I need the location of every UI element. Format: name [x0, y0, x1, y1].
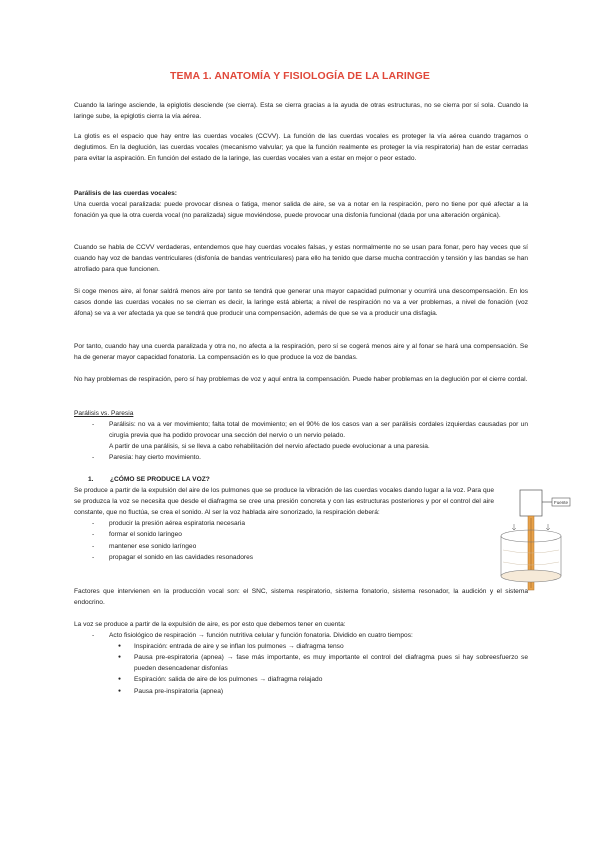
section-expulsion-aire: [74, 619, 528, 697]
resp-item: producir la presión aérea espiratoria necesaria: [109, 520, 245, 528]
paragraph-cuerda-paralizada: Una cuerda vocal paralizada: puede provocar disnea o fatiga, menor salida de aire, se va a notar en la respiración, pero no tiene por qué afectar a la fonación ya que la otra cuerda vocal (no paralizada) sigue moviéndose, puede provocar una disfonía funcional (dada por una alteración orgánica).: [74, 201, 528, 220]
paragraph-factores: Factores que intervienen en la producción vocal son: el SNC, sistema respiratorio, sistema fonatorio, sistema resonador, la audición y el sistema endocrino.: [74, 588, 528, 607]
list-item: [74, 674, 528, 685]
resp-item: mantener ese sonido laríngeo: [109, 542, 197, 550]
water-tank-diagram-icon: [494, 484, 574, 594]
tiempo-item: Pausa pre-espiratoria (apnea) → fase más importante, es muy importante el control del diafragma pues si hay sobreesfuerzo se pueden desencadenar disfonías: [134, 654, 528, 673]
paragraph-ccvv-verdaderas: Cuando se habla de CCVV verdaderas, entendemos que hay cuerdas vocales falsas, y estas normalmente no se usan para fonar, pero hay veces que sí cuando hay voz de bandas ventriculares (disfonía de bandas ventriculares) para ello ha tenido que darse mucha contracción y tensión y las bandas se han atrofiado para que funcionen.: [74, 244, 528, 274]
acto-list: [74, 630, 528, 641]
paragraph-laringe: Cuando la laringe asciende, la epiglotis desciende (se cierra). Esta se cierra gracias a la ayuda de otras estructuras, no se cierra por sí sola. Cuando la laringe sube, la epiglotis cierra la vía aérea.: [74, 102, 528, 121]
section-paralisis: [74, 188, 528, 221]
section-como-se-produce: [74, 474, 494, 563]
resp-item: formar el sonido laríngeo: [109, 531, 182, 539]
list-item: [74, 630, 528, 641]
page-title: TEMA 1. ANATOMÍA Y FISIOLOGÍA DE LA LARINGE: [169, 70, 430, 82]
respiracion-list: [74, 518, 494, 562]
list-item: [74, 518, 494, 529]
list-item: [74, 641, 528, 652]
tiempo-item: Inspiración: entrada de aire y se inflan los pulmones → diafragma tenso: [134, 643, 344, 651]
list-item: [74, 652, 528, 674]
list-item: [74, 452, 528, 463]
list-item: [74, 529, 494, 540]
acto-item: Acto fisiológico de respiración → función nutritiva celular y función fonatoria. Dividido en cuatro tiempos:: [109, 632, 413, 640]
heading-paralisis-vs-paresia: Parálisis vs. Paresia: [74, 410, 134, 417]
list-item-continuation: A partir de una parálisis, si se lleva a cabo rehabilitación del nervio afectado puede evolucionar a una paresia.: [109, 443, 430, 451]
tiempo-item: Espiración: salida de aire de los pulmones → diafragma relajado: [134, 676, 323, 684]
vs-item-paresia: Paresia: hay cierto movimiento.: [109, 454, 201, 462]
section-title: ¿CÓMO SE PRODUCE LA VOZ?: [110, 476, 210, 483]
resp-item: propagar el sonido en las cavidades resonadores: [109, 553, 254, 561]
heading-paralisis: Parálisis de las cuerdas vocales:: [74, 190, 177, 197]
diagram-label: Fuente: [553, 500, 569, 505]
paragraph-menos-aire: Si coge menos aire, al fonar saldrá menos aire por tanto se tendrá que generar una mayor capacidad pulmonar y ocurrirá una descompensación. En los casos donde las cuerdas vocales no se cierran es decir, la laringe está abierta; a nivel de respiración no va a ver problemas, a nivel de fonación (voz áfona) se va a ver afectada ya que se tendrá que producir una compensación, además de que se va a producir una disfagia.: [74, 288, 528, 318]
tiempos-list: [74, 641, 528, 696]
list-item: [74, 686, 528, 697]
tiempo-item: Pausa pre-inspiratoria (apnea): [134, 687, 224, 695]
list-item: [74, 419, 528, 441]
list-item: [74, 541, 494, 552]
vs-item-paralisis: Parálisis: no va a ver movimiento; falta total de movimiento; en el 90% de los casos van a ser parálisis cordales izquierdas causadas por un cirugía previa que ha podido provocar una sección del nervio o un nervio pelado.: [109, 421, 528, 440]
paragraph-voz-expulsion: La voz se produce a partir de la expulsión de aire, es por esto que debemos tener en cuenta:: [74, 621, 346, 628]
section-number: 1.: [88, 476, 94, 483]
list-item: [74, 552, 494, 563]
section-heading: [74, 474, 494, 485]
paragraph-no-hay-problemas: No hay problemas de respiración, pero sí hay problemas de voz y aquí entra la compensación. Puede haber problemas en la deglución por el cierre cordal.: [74, 376, 528, 383]
vs-list: [74, 419, 528, 463]
section-paralisis-vs-paresia: [74, 408, 528, 463]
paragraph-expulsion: Se produce a partir de la expulsión del aire de los pulmones que se produce la vibración de las cuerdas vocales dando lugar a la voz. Para que se produzca la voz se necesita que desde el diafragma se cree una presión concreta y con las estructuras posteriores y por el control del aire constante, que no fluctúa, se crea el sonido. Al ser la voz hablada aire sonorizado, la respiración deberá:: [74, 487, 494, 517]
paragraph-glotis: La glotis es el espacio que hay entre las cuerdas vocales (CCVV). La función de las cuerdas vocales es proteger la vía aérea cuando tragamos o deglutimos. En la deglución, las cuerdas vocales (mecanismo valvular; ya que la función realmente es proteger la vía respiratoria) han de estar cerradas para evitar la aspiración. En función del estado de la laringe, las cuerdas vocales van a estar en mejor o peor estado.: [74, 133, 528, 163]
paragraph-por-tanto: Por tanto, cuando hay una cuerda paralizada y otra no, no afecta a la respiración, pero sí se cogerá menos aire y al fonar se hará una compensación. Se ha de generar mayor capacidad fonatoria. La compensación es lo que produce la voz de bandas.: [74, 343, 528, 362]
